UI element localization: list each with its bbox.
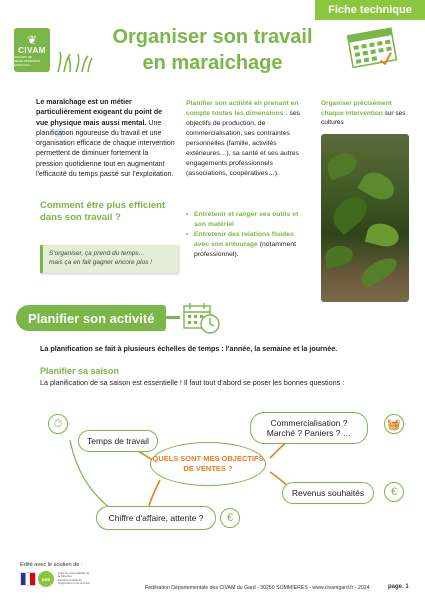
quote-box — [40, 245, 178, 273]
intro-text-b: tion rigoureuse du travail et une organisation efficace de chaque intervention permettent de diminuer fortement la pression quotidienne tout en augmentant l'efficacité du temps passé sur l'exploitation. — [36, 128, 175, 179]
republique-francaise-logo — [20, 572, 36, 586]
calendar-icon — [340, 26, 402, 70]
section-divider — [166, 316, 180, 319]
euro-icon: € — [384, 482, 404, 502]
bullet-2-text: (notamment professionnel). — [194, 241, 296, 258]
intervention-heading: Organiser précisément chaque intervention — [321, 100, 392, 117]
commercialisation-line-2: Marché ? Paniers ? … — [266, 428, 352, 438]
planning-lead: La planification se fait à plusieurs échelles de temps : l'année, la semaine et la journée. — [40, 344, 338, 353]
page-number: page. 1 — [388, 584, 409, 590]
central-question: QUELS SONT MES OBJECTIFS DE VENTES ? — [150, 442, 266, 486]
intervention-paragraph — [321, 99, 407, 128]
sprout-icon: ❦ — [26, 32, 38, 47]
euro-coin-icon: € — [220, 508, 240, 528]
bullet-1-text: Entretenir et ranger ses outils et son matériel — [194, 211, 299, 228]
dimensions-text: ses objectifs de production, de commercialisation, ses contraintes personnelles (famille, activités extérieures…), sa santé et ses autres engagements professionnels (associations, coopératives…). — [186, 110, 301, 177]
prefecture-text: Sous la responsabilité de la Direction Départementale de l'Agriculture et de la Forêt — [58, 571, 90, 586]
intervention-text: sur ses cultures — [321, 109, 406, 126]
question-heading: Comment être plus efficient dans son travail ? — [40, 200, 166, 223]
commercialisation-line-1: Commercialisation ? — [270, 418, 348, 428]
intro-paragraph — [36, 97, 176, 179]
calendar-clock-icon — [182, 300, 222, 336]
crop-photo — [321, 134, 409, 302]
intro-bold: Le maraîchage est un métier particulièrement exigeant du point de vue physique mais aussi mental. — [36, 98, 163, 127]
season-text: La planification de sa saison est essentielle ! Il faut tout d'abord se poser les bonnes questions : — [40, 378, 345, 387]
intro-text-a: Une planifi — [36, 118, 162, 137]
footer-organisation: Fédération Départementale des CIVAM du Gard - 30250 SOMMIERES - www.civamgard.fr - 2024 — [145, 585, 370, 591]
bubble-chiffre-affaire: Chiffre d'affaire, attente ? — [96, 506, 216, 530]
logo-text: CIVAM — [18, 45, 46, 55]
bubble-commercialisation — [250, 412, 368, 444]
logo-sub: GROUPE DE DÉVELOPPEMENT AGRICOLE — [14, 54, 41, 67]
title-line-2: en maraichage — [142, 52, 283, 74]
bullet-2-heading: Entretenir des relations fluides avec son entourage — [194, 231, 294, 248]
stopwatch-icon: ⏱ — [48, 414, 68, 434]
basket-icon: 🧺 — [384, 414, 404, 434]
bubble-revenus-souhaites: Revenus souhaités — [282, 482, 374, 504]
support-label: Edité avec le soutien de : — [20, 562, 83, 568]
dimensions-heading: Planifier son activité en prenant en compte toutes les dimensions : — [186, 100, 299, 117]
list-item — [186, 230, 310, 260]
dre-logo: DRE — [38, 571, 54, 587]
quote-line-1: S'organiser, ça prend du temps… — [49, 250, 146, 257]
fiche-technique-tab: Fiche technique — [315, 0, 425, 20]
intro-text-selected: ca — [54, 128, 63, 137]
list-item — [186, 210, 310, 230]
quote-line-2: mais ça en fait gagner encore plus ! — [49, 259, 152, 266]
title-line-1: Organiser son travail — [112, 26, 313, 48]
bubble-temps-de-travail: Temps de travail — [78, 430, 158, 452]
objectives-diagram — [40, 400, 410, 540]
season-subheading: Planifier sa saison — [40, 366, 120, 376]
section-title-pill: Planifier son activité — [16, 305, 166, 331]
dimensions-paragraph — [186, 99, 310, 179]
bullet-list — [186, 210, 310, 260]
